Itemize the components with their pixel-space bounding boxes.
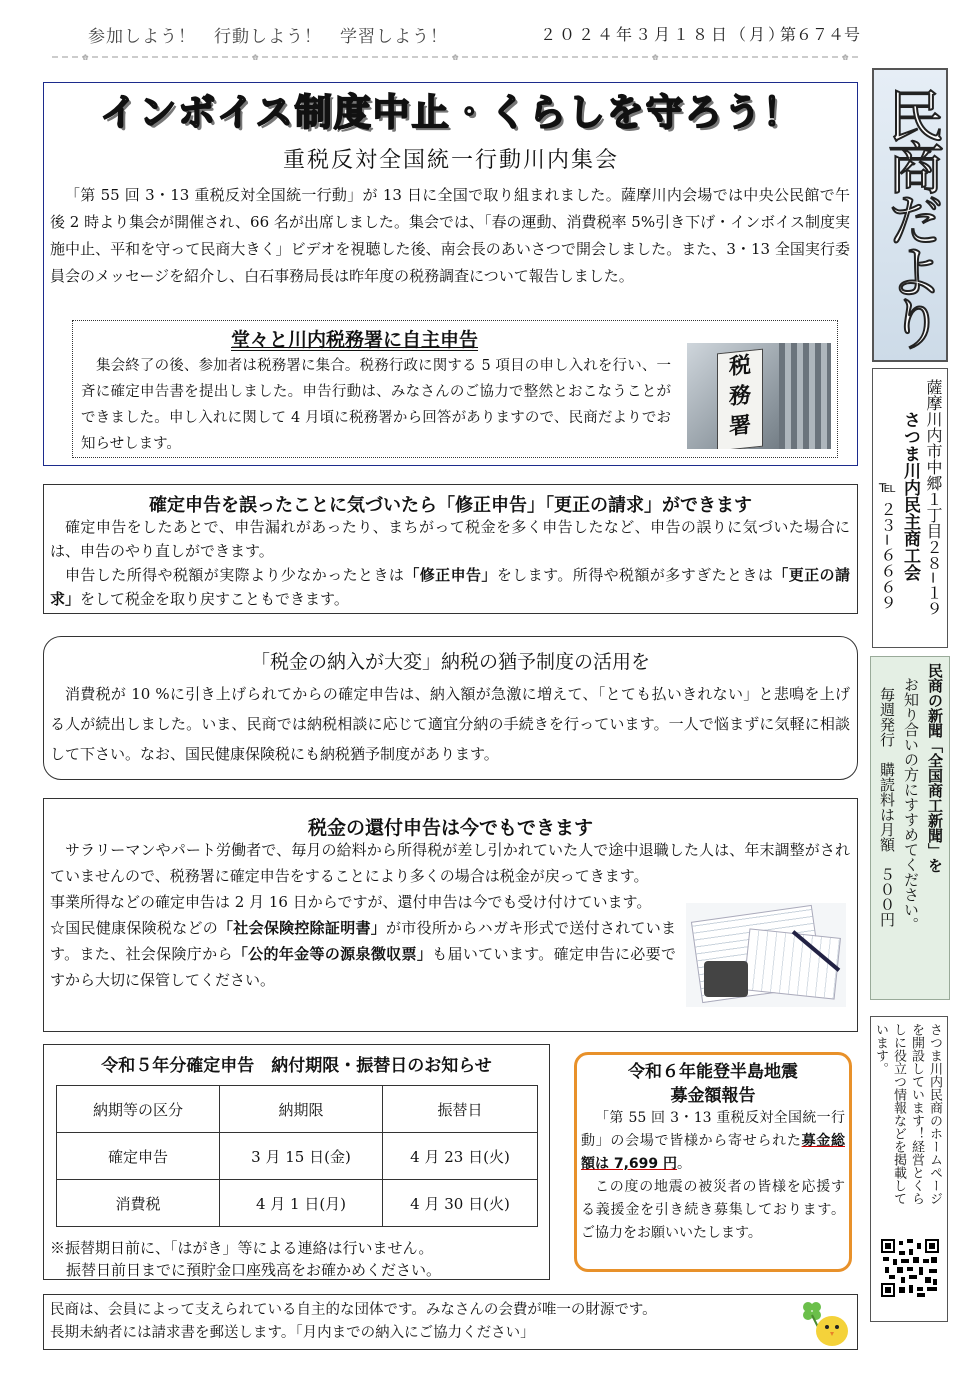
article3-heading: 「税金の納入が大変」納税の猶予制度の活用を [250,651,650,673]
article2-p2-c: をします。所得や税額が多すぎたときは [496,566,774,584]
masthead [872,68,948,362]
clover-chick-icon [796,1297,852,1349]
schedule-cell: 4 月 30 日(火) [383,1180,538,1227]
article4-p2: 事業所得などの確定申告は 2 月 16 日からですが、還付申告は今でも受け付けています。 [50,893,652,911]
photo-sign-char2: 務 [728,382,751,411]
masthead-org: さつま川内民主商工会 [900,411,920,581]
masthead-address: 薩摩川内市中郷１丁目２８−１９ [924,379,943,617]
article1-subbox [72,320,838,458]
footer-line2: 長期未納者には請求書を郵送します。「月内までの納入にご協力ください」 [50,1325,535,1341]
article2-p2-b: 「修正申告」 [404,566,497,584]
article4-p2-wrap [50,889,676,993]
schedule-heading-wrap [44,1051,549,1076]
article4-p1: サラリーマンやパート労働者で、毎月の給料から所得税が差し引かれていた人で途中退職した人は、年末調整がされていませんので、税務署に確定申告をすることにより多くの場合は税金が戻ってきます。 [50,841,850,885]
article4-heading: 税金の還付申告は今でもできます [307,817,593,839]
article4-p3-b: 「社会保険控除証明書」 [218,919,387,937]
page-header [0,0,971,60]
donation-heading1: 令和６年能登半島地震 [628,1062,798,1082]
masthead-title: 民商だより [879,87,944,347]
donation-total: 募金総額は 7,699 円 [581,1133,846,1172]
newspaper-line2: お知り合いの方にすすめてください。 [902,677,920,932]
article2-heading-wrap [44,491,857,517]
svg-text:✿: ✿ [652,54,659,60]
header-slogan: 参加しよう！ 行動しよう！ 学習しよう！ [88,27,448,47]
schedule-cell: 確定申告 [57,1133,220,1180]
calculator-icon [704,961,748,997]
schedule-cell: 3 月 15 日(金) [220,1133,383,1180]
masthead-address-box [872,368,948,648]
photo-sign-char1: 税 [728,352,751,381]
article1-sub-body-wrap [81,353,671,457]
masthead-tel: ℡ ２３−６６６９ [878,477,897,611]
schedule-cell: 4 月 23 日(火) [383,1133,538,1180]
article2-p2-a: 申告した所得や税額が実際より少なかったときは [65,566,405,584]
donation-p2: この度の地震の被災者の皆様を応援する義援金を引き続き募集しております。ご協力をお願いいたします。 [581,1179,845,1241]
article4-p3-d: 「公的年金等の源泉徴収票」 [232,945,433,963]
qr-code-icon[interactable] [881,1239,939,1297]
article1-sub-body: 集会終了の後、参加者は税務署に集合。税務行政に関する 5 項目の申し入れを行い、一斉に確定申告書を提出しました。申告行動は、みなさんのご協力で整然とおこなうことができました。申し入れに関して 4 月頃に税務署から回答がありますので、民商だよりでお知らせします。 [81,358,671,452]
schedule-header-row [57,1086,538,1133]
sidebar-website [870,1016,948,1322]
schedule-cell: 4 月 1 日(月) [220,1180,383,1227]
donation-box [574,1052,852,1272]
schedule-box [43,1044,550,1280]
article4-heading-wrap [44,813,857,840]
schedule-table [56,1085,538,1227]
article2-heading: 確定申告を誤ったことに気づいたら「修正申告」「更正の請求」ができます [149,495,752,516]
header-date: ２０２４年３月１８日（月） [540,25,788,44]
article4-p3 [50,915,676,993]
newspaper-line1: 民商の新聞「全国商工新聞」を [926,663,944,873]
headline: インボイス制度中止・くらしを守ろう！ [100,91,802,134]
donation-heading2: 募金額報告 [670,1086,756,1106]
footer-line1: 民商は、会員によって支えられている自主的な団体です。みなさんの会費が唯一の財源です。 [50,1302,657,1318]
schedule-note1: ※振替期日前に、「はがき」等による連絡は行いません。 [50,1239,434,1257]
article4-p1-wrap [50,837,850,889]
article3-body: 消費税が 10 %に引き上げられてからの確定申告は、納入額が急激に増えて、「とても払いきれない」と悲鳴を上げる人が続出しました。いま、民商では納税相談に応じて適宜分納の手続きを行っています。一人で悩まずに気軽に相談して下さい。なお、国民健康保険税にも納税猶予制度があります。 [50,685,850,763]
website-text: さつま川内民商のホームページを開設しています！経営とくらしに役立つ情報などを掲載しています。 [873,1023,942,1205]
sidebar-newspaper [870,656,950,1000]
article-deferral [43,636,858,780]
article3-body-wrap [50,679,850,769]
svg-text:✿: ✿ [82,54,89,60]
donation-body-wrap [581,1107,845,1245]
svg-text:✿: ✿ [842,54,849,60]
article4-p3-c: が市役所からハガキ形式で送付されています。また、社会保険庁から [50,919,676,963]
schedule-col-transfer: 振替日 [383,1086,538,1133]
table-row [57,1133,538,1180]
svg-text:✿: ✿ [252,54,259,60]
donation-p1 [581,1107,845,1176]
header-issue: 第６７４号 [780,25,861,44]
article4-p3-e: も届いています。確定申告に必要ですから大切に保管してください。 [50,945,676,989]
article2-p2-d: 「更正の請求」 [50,566,850,608]
article2-p2 [50,563,850,611]
tax-forms-photo [686,903,846,1007]
article2-body-wrap [50,515,850,611]
footer-notice [43,1294,858,1350]
article4-p3-a: ☆国民健康保険税などの [50,919,219,937]
header-divider [52,54,860,60]
photo-sign-char3: 署 [728,412,751,441]
table-row [57,1180,538,1227]
schedule-note2: 振替日前日までに預貯金口座残高をお確かめください。 [66,1261,442,1279]
article1-body: 「第 55 回 3・13 重税反対全国統一行動」が 13 日に全国で取り組まれました。薩摩川内会場では中央公民館で午後 2 時より集会が開催され、66 名が出席しました。集会では、「春の運動、消費税率 5%引き下げ・インボイス制度実施中止、平和を守って民商大きく」ビデオを視聴した後、南会長のあいさつで開会しました。また、3・13 全国実行委員会のメッセージを紹介し、白石事務局長は昨年度の税務調査について報告しました。 [50,186,850,285]
article1-subtitle: 重税反対全国統一行動川内集会 [282,148,619,173]
donation-p1-a: 「第 55 回 3・13 重税反対全国統一行動」の会場で皆様から寄せられた [581,1110,845,1149]
schedule-cell: 消費税 [57,1180,220,1227]
schedule-heading: 令和５年分確定申告 納付期限・振替日のお知らせ [101,1056,492,1076]
article2-p2-e: をして税金を取り戻すこともできます。 [80,590,349,608]
article-correction [43,484,858,614]
donation-p1-c: 。 [677,1156,692,1172]
schedule-col-category: 納期等の区分 [57,1086,220,1133]
article2-p1: 確定申告をしたあとで、申告漏れがあったり、まちがって税金を多く申告したなど、申告の誤りに気づいた場合には、申告のやり直しができます。 [50,518,850,560]
tax-office-photo [687,343,831,449]
article3-heading-wrap [44,647,857,674]
article1-sub-heading: 堂々と川内税務署に自主申告 [231,329,479,351]
newspaper-line3: 毎週発行 購読料は月額 ５００円 [878,687,896,927]
article-refund [43,798,858,1032]
svg-text:✿: ✿ [452,54,459,60]
schedule-col-deadline: 納期限 [220,1086,383,1133]
article1-body-wrap [50,182,850,290]
